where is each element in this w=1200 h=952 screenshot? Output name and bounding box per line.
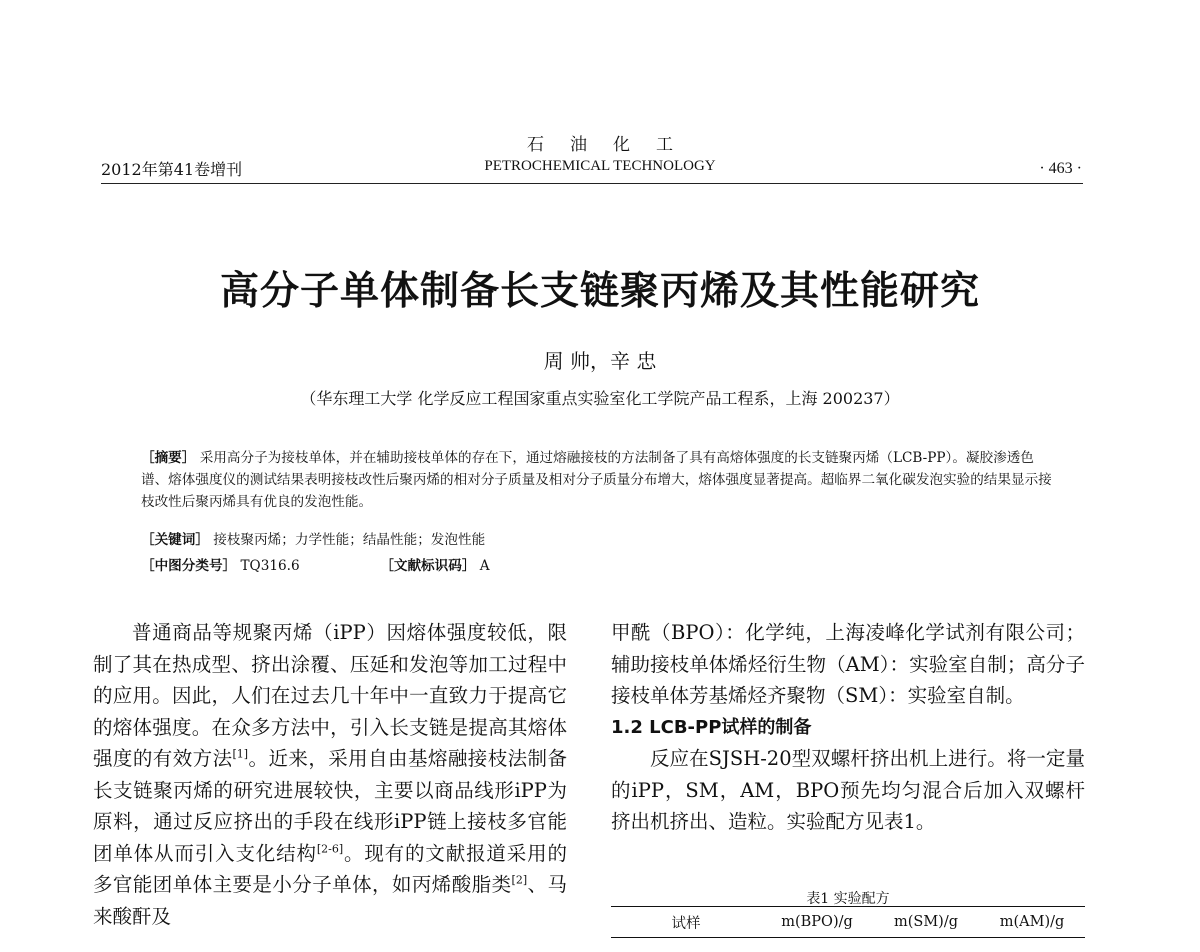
paper-title: 高分子单体制备长支链聚丙烯及其性能研究 (219, 269, 980, 314)
paper-authors: 周 帅，辛 忠 (543, 349, 657, 373)
body-left-column (93, 617, 567, 932)
header-rule-left (101, 183, 279, 184)
journal-name-cn: 石油化工 (527, 135, 699, 155)
classification-value: TQ316.6 (240, 558, 300, 574)
citation-2: [2] (511, 873, 528, 887)
journal-issue: 2012年第41卷增刊 (101, 160, 243, 179)
classification (141, 554, 490, 574)
materials-paragraph: 甲酰（BPO）：化学纯，上海凌峰化学试剂有限公司；辅助接枝单体烯烃衍生物（AM）：实验室自制；高分子接枝单体芳基烯烃齐聚物（SM）：实验室自制。 (611, 621, 1085, 707)
journal-header (0, 130, 1200, 175)
table-header-bpo: m(BPO)/g (781, 914, 853, 930)
table-header-row (611, 907, 1085, 938)
intro-paragraph: 普通商品等规聚丙烯（iPP）因熔体强度较低，限制了其在热成型、挤出涂覆、压延和发泡等加工过程中的应用。因此，人们在过去几十年中一直致力于提高它的熔体强度。在众多方法中，引入长支链是提高其熔体强度的有效方法[1]。近来，采用自由基熔融接枝法制备长支链聚丙烯的研究进展较快，主要以商品线形iPP为原料，通过反应挤出的手段在线形iPP链上接枝多官能团单体从而引入支化结构[2-6]。现有的文献报道采用的多官能团单体主要是小分子单体，如丙烯酸脂类[2]、马来酸酐及 (93, 621, 567, 928)
preparation-paragraph: 反应在SJSH-20型双螺杆挤出机上进行。将一定量的iPP，SM，AM，BPO预先均匀混合后加入双螺杆挤出机挤出、造粒。实验配方见表1。 (611, 747, 1085, 833)
table-header-am: m(AM)/g (999, 914, 1065, 930)
paper-affiliation: （华东理工大学 化学反应工程国家重点实验室化工学院产品工程系，上海 200237） (300, 389, 900, 408)
section-heading: 1.2 LCB-PP试样的制备 (611, 716, 812, 738)
table-caption: 表1 实验配方 (806, 891, 890, 907)
body-right-column (611, 617, 1085, 838)
table-header-sm: m(SM)/g (893, 914, 958, 930)
keywords-text: 接枝聚丙烯；力学性能；结晶性能；发泡性能 (213, 532, 486, 548)
classification-label: ［中图分类号］ (141, 558, 237, 574)
abstract-label: ［摘要］ (141, 450, 196, 466)
page-number: · 463 · (1039, 160, 1082, 177)
abstract (141, 447, 1056, 513)
document-code-value: A (479, 558, 490, 574)
document-code-label: ［文献标识码］ (380, 558, 476, 574)
citation-2-6: [2-6] (316, 842, 344, 855)
table-header-sample: 试样 (671, 915, 701, 932)
abstract-text: 采用高分子为接枝单体，并在辅助接枝单体的存在下，通过熔融接枝的方法制备了具有高熔体强度的长支链聚丙烯（LCB-PP）。凝胶渗透色谱、熔体强度仪的测试结果表明接枝改性后聚丙烯的相对分子质量及相对分子质量分布增大，熔体强度显著提高。超临界二氧化碳发泡实验的结果显示接枝改性后聚丙烯具有优良的发泡性能。 (141, 450, 1052, 510)
citation-1: [1] (232, 747, 249, 761)
keywords (141, 528, 485, 548)
header-rule-center (279, 183, 1083, 184)
recipe-table (611, 906, 1085, 938)
keywords-label: ［关键词］ (141, 532, 209, 548)
journal-name-en: PETROCHEMICAL TECHNOLOGY (484, 158, 716, 174)
